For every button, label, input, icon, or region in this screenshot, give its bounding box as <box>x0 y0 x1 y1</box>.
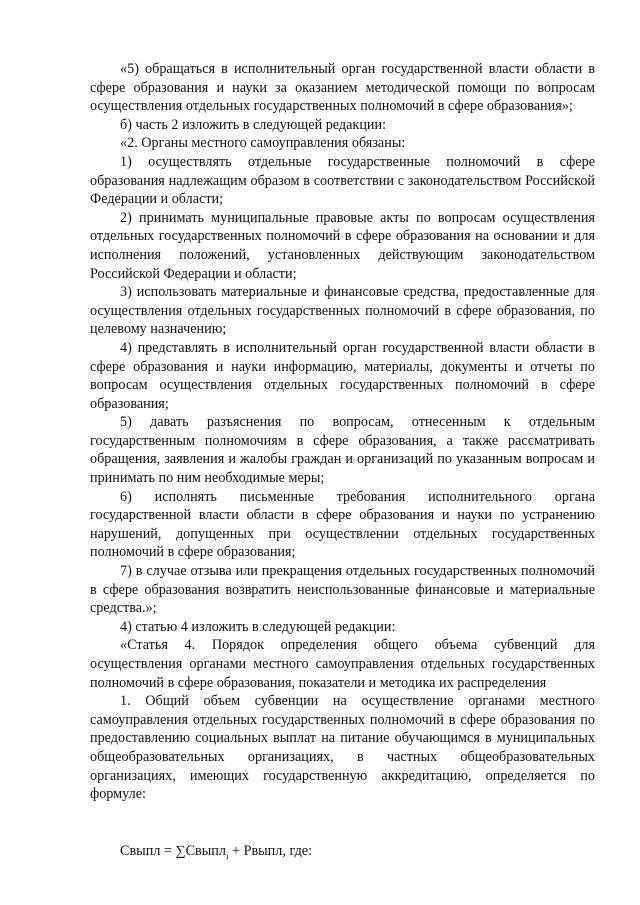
paragraph-duty-5: 5) давать разъяснения по вопросам, отнесенным к отдельным государственным полномочиям в сфере образования, а также рассматривать обращения, заявления и жалобы граждан и организаций по указанным вопросам и принимать по ним необходимые меры; <box>90 414 595 487</box>
subvention-formula <box>90 842 595 865</box>
paragraph-duty-1: 1) осуществлять отдельные государственные полномочий в сфере образования надлежащим образом в соответствии с законодательством Российской Федерации и области; <box>90 153 595 208</box>
paragraph-duty-7: 7) в случае отзыва или прекращения отдельных государственных полномочий в сфере образования возвратить неиспользованные финансовые и материальные средства.»; <box>90 563 595 617</box>
paragraph-article-4-title: «Статья 4. Порядок определения общего объема субвенций для осуществления органами местного самоуправления отдельных государственных полномочий в сфере образования, показатели и методика их распределения <box>90 637 595 691</box>
paragraph-duty-4: 4) представлять в исполнительный орган государственной власти области в сфере образования и науки информацию, материалы, документы и отчеты по вопросам осуществления отдельных государственных полномочий в сфере образования; <box>90 339 595 412</box>
paragraph-item-5-methodical-help: «5) обращаться в исполнительный орган государственной власти области в сфере образования и науки за оказанием методической помощи по вопросам осуществления отдельных государственных полномочий в сфере образования»; <box>90 61 595 115</box>
paragraph-part-2-heading: б) часть 2 изложить в следующей редакции: <box>120 116 387 133</box>
formula-rhs: + Рвыпл, где: <box>228 842 313 859</box>
paragraph-duties-intro: «2. Органы местного самоуправления обязаны: <box>120 135 406 152</box>
paragraph-duty-3: 3) использовать материальные и финансовые средства, предоставленные для осуществления отдельных государственных полномочий в сфере образования, по целевому назначению; <box>90 284 595 338</box>
document-body <box>90 60 595 865</box>
formula-lhs: Свыпл = ∑Свыпл <box>120 842 226 859</box>
paragraph-duty-2: 2) принимать муниципальные правовые акты по вопросам осуществления отдельных государственных полномочий в сфере образования на основании и для исполнения положений, установленных действующим законодательством Российской Федерации и области; <box>90 209 595 282</box>
paragraph-article-4-clause-1: 1. Общий объем субвенции на осуществление органами местного самоуправления отдельных государственных полномочий в сфере образования по предоставлению социальных выплат на питание обучающимся в муниципальных общеобразовательных организациях, в частных общеобразовательных организациях, имеющих государственную аккредитацию, определяется по формуле: <box>90 693 595 803</box>
paragraph-duty-6: 6) исполнять письменные требования исполнительного органа государственной власти области в сфере образования и науки по устранению нарушений, допущенных при осуществлении отдельных государственных полномочий в сфере образования; <box>90 488 595 561</box>
formula-subscript: i <box>225 850 229 861</box>
paragraph-article-4-heading: 4) статью 4 изложить в следующей редакции: <box>120 618 396 635</box>
